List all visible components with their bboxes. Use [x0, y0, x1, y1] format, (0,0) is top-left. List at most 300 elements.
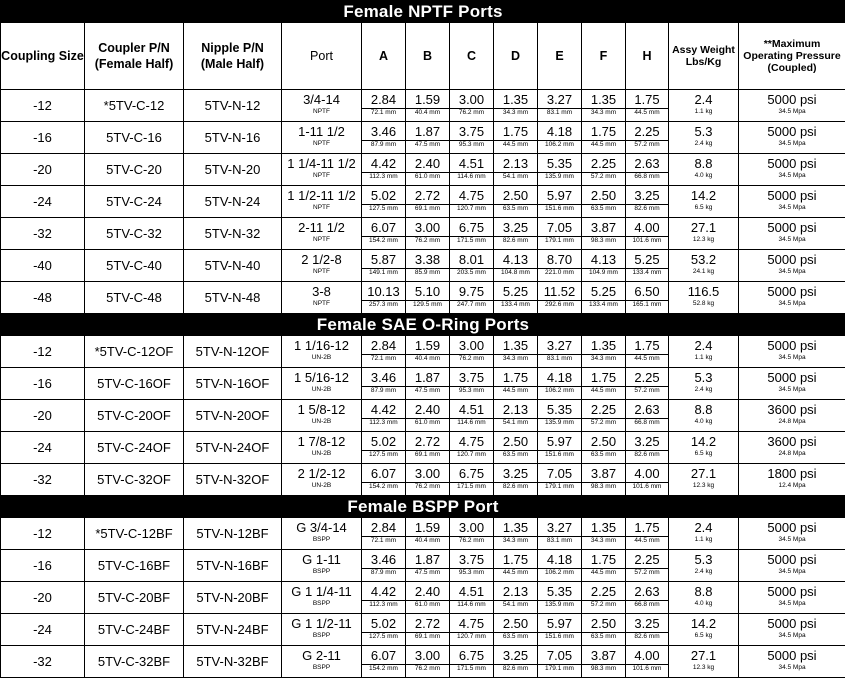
assy-weight-cell-value: 116.5 — [687, 284, 720, 299]
nipple-pn-cell: 5TV-N-32BF — [184, 646, 282, 678]
dim-f-cell-value: 2.50 — [590, 188, 617, 203]
dim-a-cell — [362, 550, 406, 582]
header-b: B — [406, 23, 450, 90]
dim-h-cell-metric: 44.5 mm — [626, 354, 668, 363]
nipple-pn-cell: 5TV-N-16BF — [184, 550, 282, 582]
port-cell-value: 1 5/8-12 — [297, 402, 346, 417]
dim-d-cell-metric: 34.3 mm — [494, 536, 537, 545]
header-nipple-pn: Nipple P/N (Male Half) — [184, 23, 282, 90]
header-assy-weight: Assy Weight Lbs/Kg — [669, 23, 739, 90]
nipple-pn-cell: 5TV-N-16 — [184, 122, 282, 154]
coupler-pn-cell: 5TV-C-16BF — [85, 550, 184, 582]
port-cell — [282, 518, 362, 550]
assy-weight-cell-metric: 6.5 kg — [694, 450, 713, 457]
max-pressure-cell-metric: 34.5 Mpa — [778, 268, 806, 275]
coupler-pn-cell: 5TV-C-24OF — [85, 432, 184, 464]
dim-e-cell-value: 8.70 — [546, 252, 573, 267]
dim-e-cell-value: 3.27 — [546, 92, 573, 107]
dim-b-cell-value: 2.40 — [414, 402, 441, 417]
port-cell-value: 1-11 1/2 — [298, 124, 345, 139]
dim-c-cell-value: 3.00 — [458, 92, 485, 107]
port-cell — [282, 400, 362, 432]
dim-c-cell — [450, 518, 494, 550]
dim-c-cell — [450, 250, 494, 282]
dim-e-cell-value: 11.52 — [543, 284, 576, 299]
max-pressure-cell — [739, 368, 845, 400]
table-row — [1, 464, 845, 496]
dim-c-cell-metric: 95.3 mm — [450, 568, 493, 577]
dim-h-cell-value: 3.25 — [634, 434, 660, 449]
dim-f-cell-metric: 57.2 mm — [582, 172, 625, 181]
dim-a-cell — [362, 582, 406, 614]
nipple-pn-cell: 5TV-N-20BF — [184, 582, 282, 614]
dim-a-cell-metric: 72.1 mm — [362, 108, 405, 117]
port-cell — [282, 582, 362, 614]
dim-f-cell-value: 1.75 — [590, 552, 617, 567]
dim-c-cell-value: 4.75 — [458, 616, 485, 631]
dim-e-cell-metric: 151.6 mm — [538, 450, 581, 459]
dim-h-cell — [626, 518, 669, 550]
port-cell-metric: NPTF — [313, 236, 330, 243]
dim-e-cell-value: 5.97 — [546, 434, 573, 449]
dim-f-cell — [582, 218, 626, 250]
assy-weight-cell-metric: 1.1 kg — [694, 354, 713, 361]
assy-weight-cell — [669, 400, 739, 432]
dim-d-cell-value: 1.35 — [502, 92, 529, 107]
max-pressure-cell — [739, 218, 845, 250]
coupler-pn-cell: *5TV-C-12BF — [85, 518, 184, 550]
coupling-size-cell: -12 — [1, 518, 85, 550]
coupler-pn-cell: 5TV-C-32OF — [85, 464, 184, 496]
dim-d-cell-metric: 63.5 mm — [494, 204, 537, 213]
dim-a-cell — [362, 186, 406, 218]
port-cell-value: 2 1/2-12 — [297, 466, 346, 481]
nipple-pn-cell: 5TV-N-12OF — [184, 336, 282, 368]
dim-e-cell-metric: 179.1 mm — [538, 236, 581, 245]
port-cell-metric: UN-2B — [311, 482, 332, 489]
dim-e-cell-value: 5.97 — [546, 188, 573, 203]
dim-h-cell — [626, 218, 669, 250]
max-pressure-cell — [739, 282, 845, 314]
dim-c-cell-value: 3.75 — [458, 552, 485, 567]
dim-c-cell-metric: 203.5 mm — [450, 268, 493, 277]
dim-f-cell-value: 1.35 — [590, 520, 617, 535]
port-cell-value: 1 1/16-12 — [294, 338, 349, 353]
dim-a-cell — [362, 400, 406, 432]
dim-e-cell — [538, 400, 582, 432]
dim-f-cell-metric: 44.5 mm — [582, 568, 625, 577]
dim-d-cell — [494, 550, 538, 582]
port-cell-value: G 2-11 — [302, 648, 341, 663]
dim-a-cell-value: 6.07 — [370, 220, 397, 235]
dim-c-cell-metric: 114.6 mm — [450, 418, 493, 427]
dim-c-cell-value: 3.00 — [458, 520, 485, 535]
dim-a-cell — [362, 368, 406, 400]
assy-weight-cell-value: 53.2 — [690, 252, 717, 267]
port-cell — [282, 614, 362, 646]
dim-a-cell-metric: 112.3 mm — [362, 172, 405, 181]
dim-d-cell-value: 2.50 — [502, 434, 529, 449]
dim-c-cell-value: 6.75 — [458, 648, 485, 663]
max-pressure-cell-metric: 34.5 Mpa — [778, 568, 806, 575]
dim-f-cell — [582, 90, 626, 122]
dim-h-cell-value: 2.63 — [634, 584, 660, 599]
max-pressure-cell-value: 1800 psi — [767, 466, 817, 481]
assy-weight-cell — [669, 186, 739, 218]
dim-a-cell — [362, 218, 406, 250]
header-h: H — [626, 23, 669, 90]
port-cell-metric: NPTF — [313, 172, 330, 179]
dim-b-cell-value: 3.00 — [414, 648, 441, 663]
dim-a-cell — [362, 646, 406, 678]
dim-d-cell-value: 3.25 — [502, 466, 529, 481]
dim-h-cell-metric: 66.8 mm — [626, 418, 668, 427]
max-pressure-cell-metric: 34.5 Mpa — [778, 664, 806, 671]
dim-d-cell-value: 2.13 — [502, 156, 529, 171]
assy-weight-cell-value: 14.2 — [690, 434, 717, 449]
dim-d-cell — [494, 646, 538, 678]
port-cell — [282, 282, 362, 314]
dim-h-cell-value: 6.50 — [634, 284, 660, 299]
dim-a-cell-metric: 87.9 mm — [362, 568, 405, 577]
table-row — [1, 550, 845, 582]
dim-h-cell — [626, 464, 669, 496]
dim-a-cell-value: 3.46 — [370, 370, 397, 385]
dim-h-cell-metric: 57.2 mm — [626, 140, 668, 149]
dim-f-cell-value: 1.75 — [590, 370, 617, 385]
coupler-pn-cell: 5TV-C-48 — [85, 282, 184, 314]
max-pressure-cell-metric: 34.5 Mpa — [778, 632, 806, 639]
dim-c-cell — [450, 368, 494, 400]
dim-b-cell-value: 2.40 — [414, 156, 441, 171]
dim-d-cell-metric: 63.5 mm — [494, 632, 537, 641]
coupling-size-cell: -20 — [1, 582, 85, 614]
dim-d-cell-metric: 44.5 mm — [494, 140, 537, 149]
dim-e-cell-metric: 106.2 mm — [538, 140, 581, 149]
dim-d-cell-value: 3.25 — [502, 648, 529, 663]
table-row — [1, 282, 845, 314]
dim-e-cell-value: 5.35 — [546, 156, 573, 171]
coupler-pn-cell: 5TV-C-16 — [85, 122, 184, 154]
dim-d-cell — [494, 122, 538, 154]
assy-weight-cell — [669, 218, 739, 250]
assy-weight-cell — [669, 550, 739, 582]
dim-b-cell-metric: 85.9 mm — [406, 268, 449, 277]
dim-b-cell-value: 1.87 — [414, 552, 441, 567]
dim-b-cell — [406, 550, 450, 582]
coupler-pn-cell: *5TV-C-12 — [85, 90, 184, 122]
dim-h-cell-metric: 57.2 mm — [626, 568, 668, 577]
dim-e-cell-metric: 135.9 mm — [538, 600, 581, 609]
dim-f-cell-value: 2.25 — [590, 584, 617, 599]
assy-weight-cell-metric: 1.1 kg — [694, 536, 713, 543]
dim-e-cell-metric: 221.0 mm — [538, 268, 581, 277]
dim-d-cell — [494, 518, 538, 550]
header-max-pressure: **Maximum Operating Pressure (Coupled) — [739, 23, 845, 90]
dim-h-cell — [626, 250, 669, 282]
nipple-pn-cell: 5TV-N-20 — [184, 154, 282, 186]
dim-b-cell-metric: 40.4 mm — [406, 536, 449, 545]
port-cell — [282, 250, 362, 282]
header-d: D — [494, 23, 538, 90]
coupler-pn-cell: 5TV-C-24BF — [85, 614, 184, 646]
dim-a-cell — [362, 122, 406, 154]
dim-e-cell-metric: 106.2 mm — [538, 568, 581, 577]
port-cell-value: 1 5/16-12 — [294, 370, 349, 385]
dim-b-cell-value: 1.87 — [414, 124, 441, 139]
table-row — [1, 432, 845, 464]
dim-d-cell-value: 2.13 — [502, 402, 529, 417]
dim-f-cell-metric: 57.2 mm — [582, 418, 625, 427]
dim-h-cell — [626, 432, 669, 464]
dim-e-cell-value: 4.18 — [546, 552, 573, 567]
dim-a-cell-value: 3.46 — [370, 124, 397, 139]
dim-e-cell-metric: 135.9 mm — [538, 418, 581, 427]
dim-c-cell-value: 4.75 — [458, 188, 485, 203]
max-pressure-cell — [739, 400, 845, 432]
dim-c-cell-metric: 120.7 mm — [450, 632, 493, 641]
dim-d-cell — [494, 336, 538, 368]
dim-e-cell — [538, 336, 582, 368]
section-title: Female NPTF Ports — [1, 1, 845, 23]
port-cell — [282, 186, 362, 218]
dim-b-cell-metric: 47.5 mm — [406, 140, 449, 149]
max-pressure-cell — [739, 646, 845, 678]
max-pressure-cell-metric: 34.5 Mpa — [778, 536, 806, 543]
coupling-size-cell: -20 — [1, 154, 85, 186]
dim-f-cell — [582, 582, 626, 614]
dim-c-cell — [450, 282, 494, 314]
dim-f-cell-metric: 63.5 mm — [582, 204, 625, 213]
max-pressure-cell-metric: 34.5 Mpa — [778, 204, 806, 211]
assy-weight-cell-metric: 4.0 kg — [694, 172, 713, 179]
dim-b-cell-metric: 76.2 mm — [406, 664, 449, 673]
dim-d-cell-metric: 63.5 mm — [494, 450, 537, 459]
dim-f-cell-metric: 34.3 mm — [582, 108, 625, 117]
dim-a-cell — [362, 336, 406, 368]
coupling-size-cell: -12 — [1, 336, 85, 368]
dim-c-cell — [450, 122, 494, 154]
dim-a-cell-metric: 72.1 mm — [362, 354, 405, 363]
port-cell-metric: BSPP — [312, 632, 331, 639]
dim-e-cell-metric: 83.1 mm — [538, 108, 581, 117]
dim-d-cell-value: 1.75 — [502, 370, 529, 385]
dim-c-cell-value: 3.00 — [458, 338, 485, 353]
dim-a-cell — [362, 464, 406, 496]
assy-weight-cell-metric: 6.5 kg — [694, 632, 713, 639]
dim-e-cell — [538, 282, 582, 314]
dim-d-cell — [494, 218, 538, 250]
header-c: C — [450, 23, 494, 90]
dim-e-cell — [538, 186, 582, 218]
dim-h-cell-value: 3.25 — [634, 188, 660, 203]
section-title: Female SAE O-Ring Ports — [1, 314, 845, 336]
max-pressure-cell-value: 3600 psi — [767, 434, 817, 449]
dim-b-cell-value: 1.87 — [414, 370, 441, 385]
assy-weight-cell — [669, 646, 739, 678]
max-pressure-cell-metric: 34.5 Mpa — [778, 140, 806, 147]
port-cell-value: 2 1/2-8 — [301, 252, 342, 267]
dim-d-cell — [494, 154, 538, 186]
max-pressure-cell-value: 5000 psi — [767, 584, 817, 599]
dim-f-cell — [582, 614, 626, 646]
dim-f-cell-metric: 104.9 mm — [582, 268, 625, 277]
dim-e-cell — [538, 582, 582, 614]
dim-e-cell-metric: 83.1 mm — [538, 354, 581, 363]
dim-h-cell — [626, 336, 669, 368]
coupler-pn-cell: 5TV-C-40 — [85, 250, 184, 282]
max-pressure-cell-value: 5000 psi — [767, 616, 817, 631]
dim-e-cell-metric: 135.9 mm — [538, 172, 581, 181]
dim-h-cell-metric: 82.6 mm — [626, 204, 668, 213]
dim-h-cell — [626, 550, 669, 582]
dim-d-cell — [494, 250, 538, 282]
coupler-pn-cell: 5TV-C-24 — [85, 186, 184, 218]
dim-f-cell — [582, 336, 626, 368]
dim-e-cell-value: 5.35 — [546, 584, 573, 599]
nipple-pn-cell: 5TV-N-12 — [184, 90, 282, 122]
dim-c-cell-value: 4.51 — [458, 156, 485, 171]
dim-h-cell-metric: 44.5 mm — [626, 108, 668, 117]
nipple-pn-cell: 5TV-N-20OF — [184, 400, 282, 432]
dim-f-cell — [582, 464, 626, 496]
assy-weight-cell-value: 8.8 — [694, 402, 713, 417]
dim-e-cell — [538, 432, 582, 464]
port-cell-value: 2-11 1/2 — [298, 220, 345, 235]
nipple-pn-cell: 5TV-N-32 — [184, 218, 282, 250]
table-row — [1, 614, 845, 646]
assy-weight-cell — [669, 582, 739, 614]
dim-d-cell — [494, 282, 538, 314]
dim-e-cell-value: 4.18 — [546, 124, 573, 139]
max-pressure-cell — [739, 154, 845, 186]
dim-d-cell-metric: 44.5 mm — [494, 386, 537, 395]
dim-d-cell-metric: 54.1 mm — [494, 172, 537, 181]
dim-c-cell — [450, 154, 494, 186]
dim-d-cell-value: 1.75 — [502, 552, 529, 567]
coupling-size-cell: -16 — [1, 550, 85, 582]
assy-weight-cell — [669, 368, 739, 400]
dim-b-cell — [406, 336, 450, 368]
dim-f-cell — [582, 646, 626, 678]
dim-a-cell-value: 2.84 — [370, 338, 397, 353]
assy-weight-cell-value: 14.2 — [690, 188, 717, 203]
dim-a-cell — [362, 250, 406, 282]
dim-e-cell-metric: 106.2 mm — [538, 386, 581, 395]
coupling-size-cell: -20 — [1, 400, 85, 432]
dim-f-cell — [582, 550, 626, 582]
port-cell-metric: BSPP — [312, 664, 331, 671]
max-pressure-cell-metric: 34.5 Mpa — [778, 108, 806, 115]
port-cell-value: 1 1/4-11 1/2 — [287, 156, 356, 171]
dim-c-cell — [450, 90, 494, 122]
dim-e-cell-value: 7.05 — [546, 648, 573, 663]
assy-weight-cell-metric: 2.4 kg — [694, 386, 713, 393]
dim-b-cell-value: 2.72 — [414, 434, 441, 449]
dim-c-cell-value: 4.51 — [458, 402, 485, 417]
nipple-pn-cell: 5TV-N-24OF — [184, 432, 282, 464]
table-row — [1, 400, 845, 432]
coupler-pn-cell: 5TV-C-32 — [85, 218, 184, 250]
max-pressure-cell — [739, 432, 845, 464]
max-pressure-cell-value: 5000 psi — [767, 284, 817, 299]
dim-h-cell — [626, 154, 669, 186]
nipple-pn-cell: 5TV-N-40 — [184, 250, 282, 282]
dim-a-cell — [362, 90, 406, 122]
dim-c-cell-metric: 247.7 mm — [450, 300, 493, 309]
dim-h-cell-metric: 66.8 mm — [626, 172, 668, 181]
dim-e-cell-metric: 292.6 mm — [538, 300, 581, 309]
dim-h-cell-metric: 133.4 mm — [626, 268, 668, 277]
dim-d-cell-metric: 133.4 mm — [494, 300, 537, 309]
dim-d-cell-metric: 34.3 mm — [494, 354, 537, 363]
dim-h-cell-metric: 165.1 mm — [626, 300, 668, 309]
dim-d-cell-metric: 82.6 mm — [494, 664, 537, 673]
coupler-pn-cell: 5TV-C-32BF — [85, 646, 184, 678]
dim-c-cell-metric: 114.6 mm — [450, 172, 493, 181]
dim-c-cell-value: 4.51 — [458, 584, 485, 599]
dim-d-cell-value: 4.13 — [502, 252, 529, 267]
table-row — [1, 218, 845, 250]
dim-a-cell-metric: 112.3 mm — [362, 600, 405, 609]
dim-a-cell-value: 4.42 — [370, 402, 397, 417]
dim-a-cell-value: 4.42 — [370, 584, 397, 599]
dim-h-cell-metric: 82.6 mm — [626, 450, 668, 459]
dim-a-cell-value: 5.87 — [370, 252, 397, 267]
port-cell-metric: UN-2B — [311, 450, 332, 457]
assy-weight-cell-metric: 2.4 kg — [694, 140, 713, 147]
port-cell — [282, 550, 362, 582]
assy-weight-cell-value: 2.4 — [694, 92, 713, 107]
dim-c-cell-metric: 76.2 mm — [450, 536, 493, 545]
max-pressure-cell — [739, 518, 845, 550]
dim-b-cell-metric: 61.0 mm — [406, 172, 449, 181]
dim-a-cell-metric: 127.5 mm — [362, 204, 405, 213]
dim-d-cell-metric: 54.1 mm — [494, 600, 537, 609]
max-pressure-cell-value: 5000 psi — [767, 92, 817, 107]
dim-a-cell-metric: 149.1 mm — [362, 268, 405, 277]
dim-f-cell — [582, 250, 626, 282]
max-pressure-cell-value: 5000 psi — [767, 552, 817, 567]
dim-e-cell — [538, 518, 582, 550]
dim-h-cell-value: 2.63 — [634, 402, 660, 417]
dim-b-cell — [406, 90, 450, 122]
dim-a-cell-metric: 127.5 mm — [362, 632, 405, 641]
dim-c-cell-value: 4.75 — [458, 434, 485, 449]
max-pressure-cell-value: 5000 psi — [767, 370, 817, 385]
dim-b-cell-value: 1.59 — [414, 338, 441, 353]
header-coupling-size: Coupling Size — [1, 23, 85, 90]
dim-b-cell-metric: 40.4 mm — [406, 354, 449, 363]
dim-e-cell — [538, 646, 582, 678]
table-row — [1, 336, 845, 368]
dim-a-cell-value: 5.02 — [370, 616, 397, 631]
dim-b-cell-value: 1.59 — [414, 92, 441, 107]
dim-e-cell-metric: 151.6 mm — [538, 632, 581, 641]
nipple-pn-cell: 5TV-N-24BF — [184, 614, 282, 646]
port-cell-value: 1 1/2-11 1/2 — [287, 188, 356, 203]
dim-a-cell-value: 6.07 — [370, 648, 397, 663]
dim-c-cell-metric: 114.6 mm — [450, 600, 493, 609]
dim-c-cell-value: 3.75 — [458, 370, 485, 385]
max-pressure-cell-value: 3600 psi — [767, 402, 817, 417]
dim-h-cell-value: 2.25 — [634, 370, 660, 385]
dim-h-cell — [626, 90, 669, 122]
port-cell-value: G 3/4-14 — [296, 520, 347, 535]
assy-weight-cell-value: 14.2 — [690, 616, 717, 631]
header-e: E — [538, 23, 582, 90]
coupling-size-cell: -48 — [1, 282, 85, 314]
